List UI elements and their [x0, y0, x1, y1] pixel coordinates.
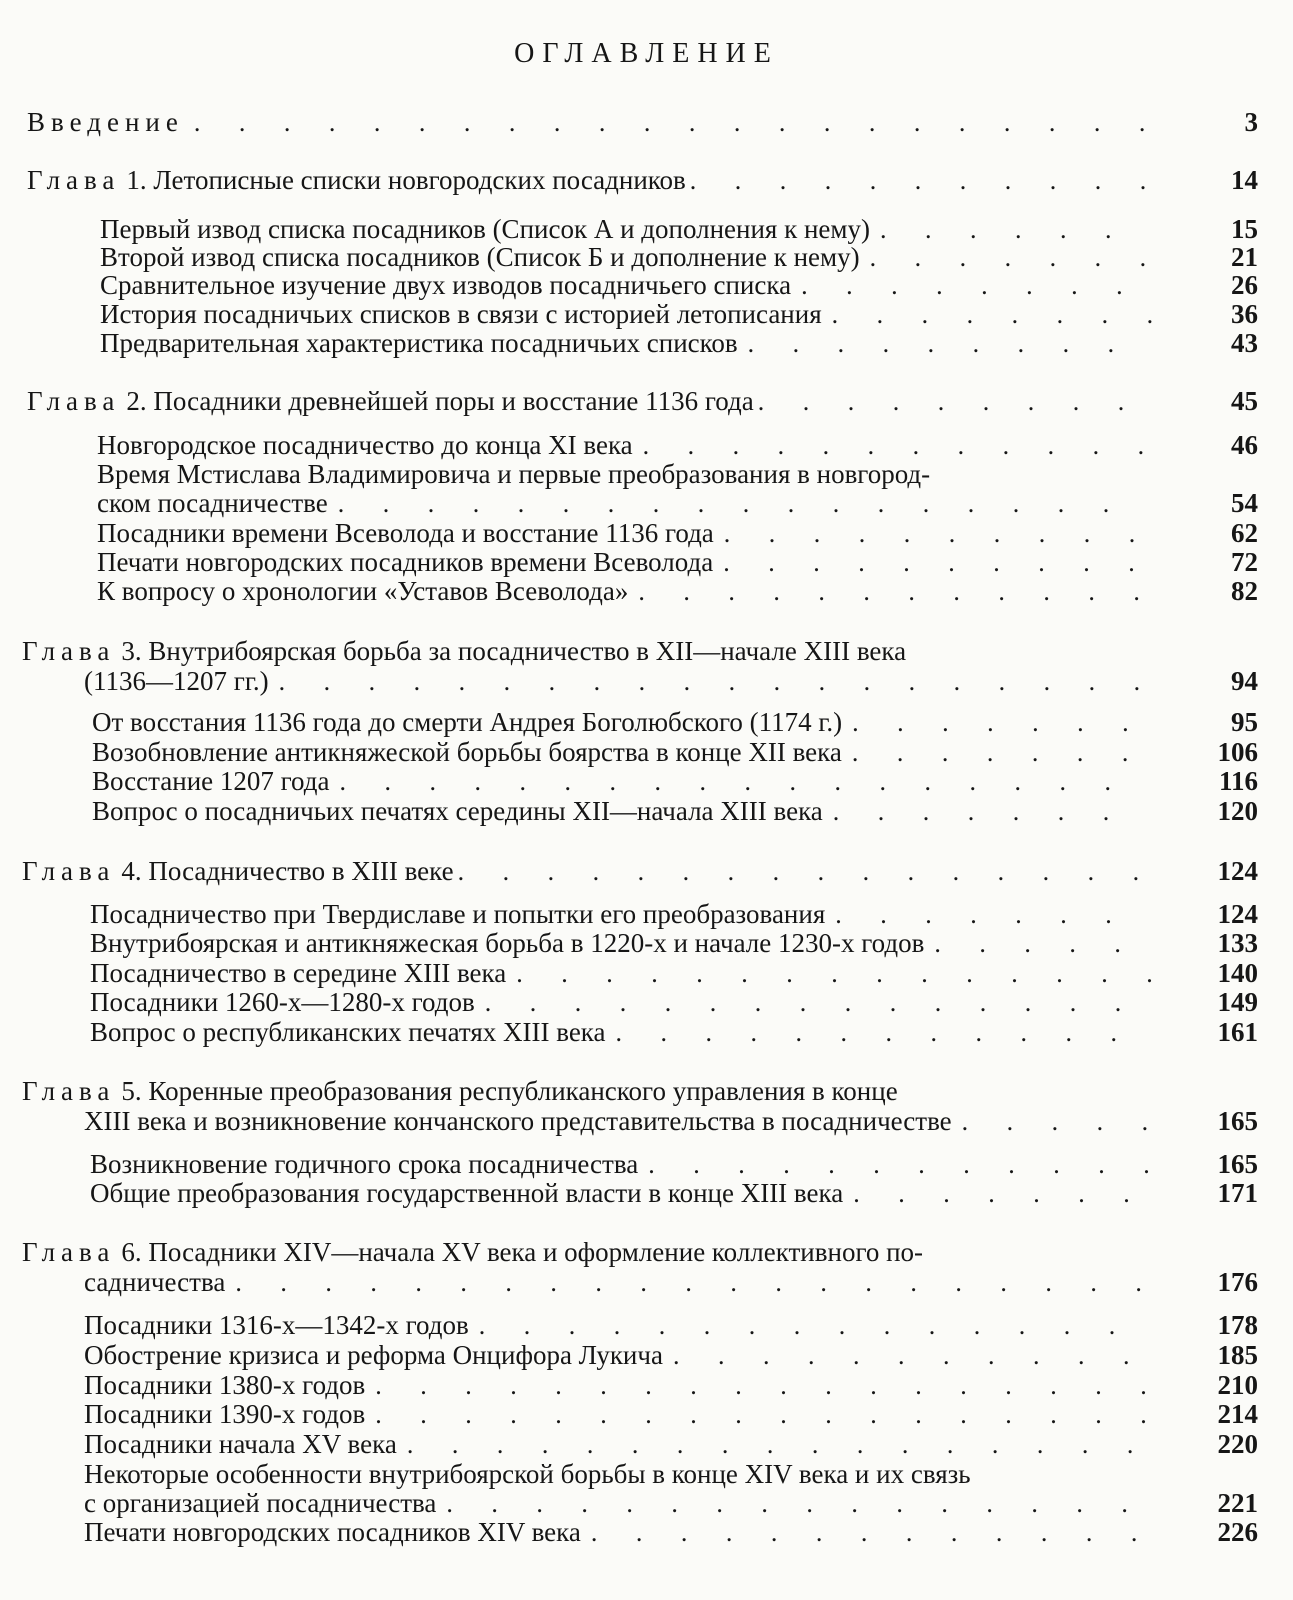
page-number: 72	[1231, 547, 1258, 577]
leader-dots: . . . . . . . . . . . . . . . . . . . .	[278, 667, 1157, 696]
leader-dots: . . . . . . .	[852, 708, 1145, 737]
page-number: 214	[1217, 1399, 1258, 1429]
page-number: 124	[1217, 856, 1258, 886]
section-title: Посадничество при Твердиславе и попытки его преобразования	[90, 899, 826, 929]
leader-dots: . . . . . . . .	[831, 300, 1170, 329]
section-title: Печати новгородских посадников XIV века	[84, 1517, 581, 1547]
section-title: Время Мстислава Владимировича и первые преобразования в новгород-	[97, 459, 931, 489]
chapter-title-continued: садничества	[84, 1267, 226, 1297]
chapter-number: 3.	[121, 636, 149, 666]
page-number: 3	[1244, 107, 1258, 137]
page-number: 165	[1217, 1106, 1258, 1136]
chapter-lead: Глава	[27, 386, 121, 416]
page-number: 116	[1218, 766, 1258, 796]
leader-dots: . . . . . . . . . . . .	[638, 577, 1156, 606]
page-number: 149	[1217, 987, 1258, 1017]
page-number: 36	[1231, 299, 1258, 329]
page-number: 14	[1231, 165, 1258, 195]
toc-chapter-3[interactable]	[22, 637, 1178, 666]
section-title: Посадники 1260-х—1280-х годов	[90, 987, 475, 1017]
chapter-title: Посадничество в XIII веке	[148, 856, 454, 886]
page-number: 226	[1217, 1517, 1258, 1547]
page-number: 62	[1231, 518, 1258, 548]
section-title: Вопрос о посадничьих печатях середины XII—начала XIII века	[92, 796, 823, 826]
chapter-title: Коренные преобразования республиканского управления в конце	[148, 1076, 898, 1106]
leader-dots: . . . . . . .	[832, 797, 1126, 826]
leader-dots: . . . . . . . . . . . . . . .	[516, 959, 1169, 988]
section-title: Печати новгородских посадников времени Всеволода	[97, 547, 714, 577]
toc-chapter-6[interactable]	[22, 1238, 1178, 1267]
chapter-lead: Глава	[27, 165, 121, 195]
leader-dots: . . . . . . . . .	[757, 387, 1141, 416]
leader-dots: . . . . . . . . . . . . . . . . . .	[375, 1371, 1163, 1400]
leader-dots: . . . . . . .	[853, 1179, 1146, 1208]
leader-dots: . . . . .	[934, 929, 1137, 958]
page-number: 43	[1231, 328, 1258, 358]
page-number: 21	[1231, 242, 1258, 272]
section-title: Посадники начала XV века	[84, 1429, 397, 1459]
leader-dots: . . . . . . . . . . . . . . . . . . . . .	[235, 1268, 1158, 1297]
leader-dots: . . . . . . . . .	[747, 329, 1131, 358]
page-number: 171	[1217, 1178, 1258, 1208]
toc-chapter-5[interactable]	[22, 1077, 1178, 1106]
page-number: 95	[1231, 707, 1258, 737]
chapter-lead: Глава	[22, 1076, 116, 1106]
section-title: Второй извод списка посадников (Список Б и дополнение к нему)	[100, 242, 860, 272]
section-title: К вопросу о хронологии «Уставов Всеволода»	[97, 576, 629, 606]
page-number: 46	[1231, 430, 1258, 460]
leader-dots: . . . . . . .	[835, 900, 1128, 929]
leader-dots: . . . . . . . . . . .	[689, 166, 1163, 195]
section-title-continued: ском посадничестве	[97, 488, 328, 518]
introduction-label: Введение	[27, 107, 184, 137]
section-title: Посадники 1380-х годов	[84, 1370, 366, 1400]
section-title: Восстание 1207 года	[92, 766, 330, 796]
leader-dots: . . . . . . . . . . . .	[642, 431, 1161, 460]
leader-dots: . . . . . . . . . . . . . . . . .	[406, 1430, 1150, 1459]
leader-dots: . . . . . . . . . . . . . . .	[484, 988, 1138, 1017]
page-number: 140	[1217, 958, 1258, 988]
chapter-lead: Глава	[22, 1237, 116, 1267]
chapter-title: Летописные списки новгородских посадников	[153, 165, 686, 195]
section-title: Обострение кризиса и реформа Онцифора Лукича	[84, 1340, 663, 1370]
section-title: Возникновение годичного срока посадничества	[90, 1149, 639, 1179]
leader-dots: . . . . . . . . . . . . . . . . . .	[375, 1400, 1163, 1429]
chapter-lead: Глава	[22, 856, 116, 886]
page-number: 54	[1231, 488, 1258, 518]
page-number: 161	[1217, 1017, 1258, 1047]
chapter-title-continued: (1136—1207 гг.)	[84, 666, 269, 696]
chapter-lead: Глава	[22, 636, 116, 666]
page-number: 15	[1231, 214, 1258, 244]
toc-section[interactable]	[84, 1460, 1178, 1489]
toc-section[interactable]	[97, 460, 1178, 489]
section-title: Предварительная характеристика посадничьих списков	[100, 328, 738, 358]
page-number: 185	[1217, 1340, 1258, 1370]
page-number: 45	[1231, 386, 1258, 416]
page-number: 220	[1217, 1429, 1258, 1459]
section-title: От восстания 1136 года до смерти Андрея Боголюбского (1174 г.)	[92, 707, 843, 737]
page-title: ОГЛАВЛЕНИЕ	[514, 38, 779, 69]
chapter-title: Посадники древнейшей поры и восстание 1136 года	[153, 386, 754, 416]
chapter-number: 6.	[121, 1237, 149, 1267]
section-title: История посадничьих списков в связи с историей летописания	[100, 299, 822, 329]
page-number: 26	[1231, 270, 1258, 300]
page-number: 106	[1217, 737, 1258, 767]
section-title: Внутрибоярская и антикняжеская борьба в 1220-х и начале 1230-х годов	[90, 928, 925, 958]
leader-dots: . . . . . . .	[869, 243, 1163, 272]
section-title: Новгородское посадничество до конца XI века	[97, 430, 633, 460]
chapter-title: Внутрибоярская борьба за посадничество в XII—начале XIII века	[148, 636, 907, 666]
leader-dots: . . . . . . . . . . . . . . . . . . . . . .	[193, 108, 1162, 137]
section-title: Первый извод списка посадников (Список А и дополнения к нему)	[100, 214, 870, 244]
leader-dots: . . . . . . . . . . . . . . .	[478, 1311, 1132, 1340]
chapter-number: 5.	[121, 1076, 149, 1106]
section-title-continued: с организацией посадничества	[84, 1488, 437, 1518]
chapter-title: Посадники XIV—начала XV века и оформление коллективного по-	[148, 1237, 924, 1267]
section-title: Вопрос о республиканских печатях XIII века	[90, 1017, 606, 1047]
leader-dots: . . . . . . . . . . . .	[615, 1018, 1134, 1047]
page-number: 82	[1231, 576, 1258, 606]
leader-dots: . . . . . . . . . . .	[672, 1341, 1146, 1370]
page-number: 176	[1217, 1267, 1258, 1297]
chapter-number: 2.	[126, 386, 154, 416]
section-title: Общие преобразования государственной власти в конце XIII века	[90, 1178, 844, 1208]
section-title: Посадники 1316-х—1342-х годов	[84, 1310, 469, 1340]
section-title: Возобновление антикняжеской борьбы боярства в конце XII века	[92, 737, 842, 767]
page-number: 133	[1217, 928, 1258, 958]
section-title: Посадники 1390-х годов	[84, 1399, 366, 1429]
section-title: Посадники времени Всеволода и восстание 1136 года	[97, 518, 714, 548]
leader-dots: . . . . . . . . . . . .	[648, 1150, 1166, 1179]
page-number: 178	[1217, 1310, 1258, 1340]
section-title: Некоторые особенности внутрибоярской борьбы в конце XIV века и их связь	[84, 1459, 971, 1489]
chapter-number: 1.	[126, 165, 154, 195]
leader-dots: . . . . . .	[879, 215, 1128, 244]
leader-dots: . . . . . . . . . .	[723, 548, 1151, 577]
leader-dots: . . . . . . . . . . . . . . . .	[446, 1489, 1144, 1518]
page-number: 165	[1217, 1149, 1258, 1179]
page-number: 210	[1217, 1370, 1258, 1400]
leader-dots: . . . . . . .	[851, 738, 1145, 767]
section-title: Посадничество в середине XIII века	[90, 958, 507, 988]
leader-dots: . . . . . . . . . . . . .	[590, 1518, 1154, 1547]
chapter-title-continued: XIII века и возникновение кончанского представительства в посадничестве	[84, 1106, 952, 1136]
leader-dots: . . . . . . . .	[801, 271, 1139, 300]
leader-dots: . . . . .	[961, 1107, 1165, 1136]
leader-dots: . . . . . . . . . . . . . . . . . .	[339, 767, 1127, 796]
leader-dots: . . . . . . . . . . . . . . . .	[457, 857, 1156, 886]
page-number: 221	[1217, 1488, 1258, 1518]
chapter-number: 4.	[121, 856, 149, 886]
page-number: 120	[1217, 796, 1258, 826]
page-number: 94	[1231, 666, 1258, 696]
leader-dots: . . . . . . . . . . . . . . . . . .	[337, 489, 1126, 518]
leader-dots: . . . . . . . . . .	[723, 519, 1152, 548]
section-title: Сравнительное изучение двух изводов посадничьего списка	[100, 270, 792, 300]
page-number: 124	[1217, 899, 1258, 929]
